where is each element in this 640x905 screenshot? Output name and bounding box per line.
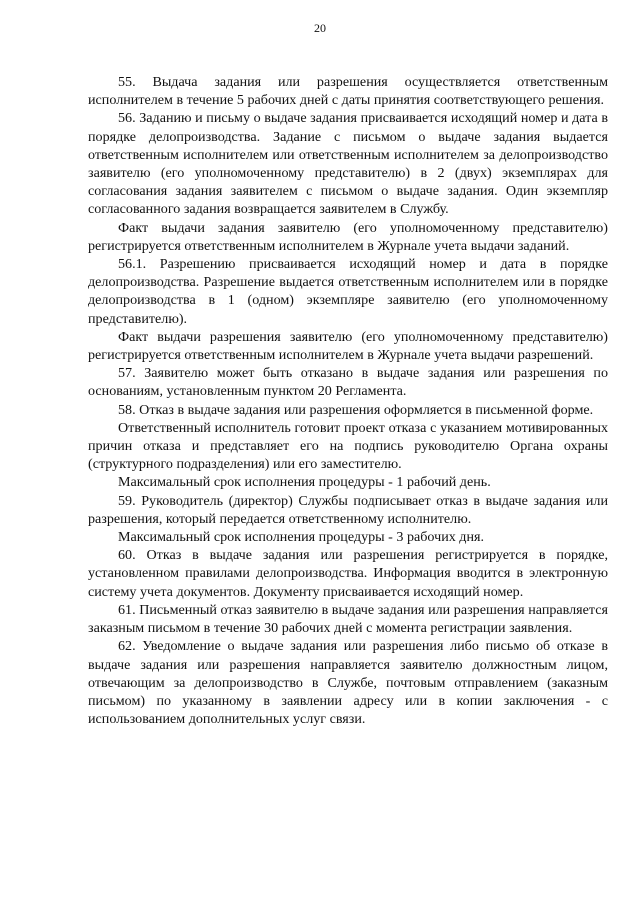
paragraph-56-1: 56.1. Разрешению присваивается исходящий номер и дата в порядке делопроизводства. Разрешение выдается ответственным исполнителем или в порядке делопроизводства в 1 (одном) экземпляре заявителю (его уполномоченному представителю). <box>88 256 608 327</box>
paragraph-61: 61. Письменный отказ заявителю в выдаче задания или разрешения направляется заказным письмом в течение 30 рабочих дней с момента регистрации заявления. <box>88 601 608 637</box>
document-body <box>88 73 608 728</box>
paragraph-56-1-fact: Факт выдачи разрешения заявителю (его уполномоченному представителю) регистрируется ответственным исполнителем в Журнале учета выдачи разрешений. <box>88 328 608 364</box>
paragraph-57: 57. Заявителю может быть отказано в выдаче задания или разрешения по основаниям, установленным пунктом 20 Регламента. <box>88 365 608 400</box>
paragraph-59-term: Максимальный срок исполнения процедуры - 3 рабочих дня. <box>118 529 485 546</box>
paragraph-58-term: Максимальный срок исполнения процедуры - 1 рабочий день. <box>118 474 491 491</box>
paragraph-62: 62. Уведомление о выдаче задания или разрешения либо письмо об отказе в выдаче задания или разрешения направляется заявителю должностным лицом, отвечающим за делопроизводство в Службе, почтовым отправлением (заказным письмом) по указанному в заявлении адресу или в копии заключения - с использованием дополнительных услуг связи. <box>88 638 608 728</box>
paragraph-56-fact: Факт выдачи задания заявителю (его уполномоченному представителю) регистрируется ответственным исполнителем в Журнале учета выдачи заданий. <box>88 219 608 254</box>
paragraph-60: 60. Отказ в выдаче задания или разрешения регистрируется в порядке, установленном правилами делопроизводства. Информация вводится в электронную систему учета документов. Документу присваивается исходящий номер. <box>88 547 608 600</box>
paragraph-59: 59. Руководитель (директор) Службы подписывает отказ в выдаче задания или разрешения, который передается ответственному исполнителю. <box>88 492 608 527</box>
page-number: 20 <box>314 21 326 35</box>
paragraph-58: 58. Отказ в выдаче задания или разрешения оформляется в письменной форме. <box>118 401 594 418</box>
paragraph-58-executor: Ответственный исполнитель готовит проект отказа с указанием мотивированных причин отказа и представляет его на подпись руководителю Органа охраны (структурного подразделения) или его заместителю. <box>88 419 608 473</box>
paragraph-56: 56. Заданию и письму о выдаче задания присваивается исходящий номер и дата в порядке делопроизводства. Задание с письмом о выдаче задания выдается ответственным исполнителем или ответственным исполнителем за делопроизводство заявителю (его уполномоченному представителю) в 2 (двух) экземплярах для согласования задания заявителем с письмом о выдаче задания. Один экземпляр согласованного задания возвращается заявителем в Службу. <box>88 110 608 218</box>
paragraph-55: 55. Выдача задания или разрешения осуществляется ответственным исполнителем в течение 5 рабочих дней с даты принятия соответствующего решения. <box>88 74 608 109</box>
